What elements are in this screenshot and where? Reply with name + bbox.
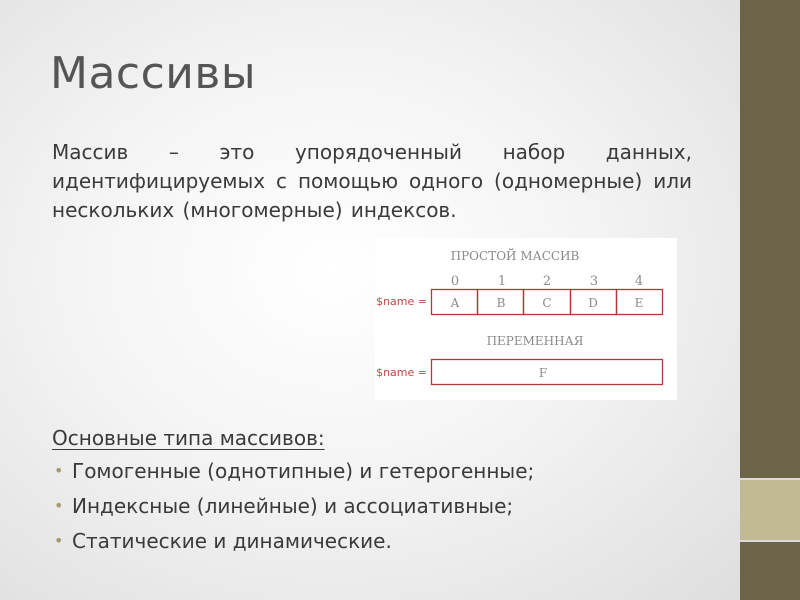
definition-text [52, 138, 692, 225]
bullet-icon: • [54, 531, 64, 550]
list-item [52, 491, 534, 526]
decorative-sidebar [740, 0, 800, 600]
index-label: 3 [589, 274, 599, 289]
array-diagram [375, 238, 677, 400]
array-variable-label: $name = [376, 295, 427, 308]
list-item-text: Статические и динамические. [72, 529, 392, 553]
array-cell-value: A [450, 296, 460, 310]
array-cell-value: D [588, 296, 598, 310]
array-cell-value: E [634, 296, 644, 310]
definition-line: (одномерные) или нескольких (многомерные) [52, 169, 692, 222]
sidebar-dark-block [740, 0, 800, 478]
index-label: 2 [542, 274, 552, 289]
bullet-icon: • [54, 461, 64, 480]
index-label: 4 [634, 274, 644, 289]
definition-line: идентифицируемых с помощью одного [52, 169, 484, 193]
array-title: ПРОСТОЙ МАССИВ [450, 249, 580, 263]
list-item-text: Индексные (линейные) и ассоциативные; [72, 494, 514, 518]
slide-title: Массивы [50, 48, 257, 99]
variable-title: ПЕРЕМЕННАЯ [486, 334, 584, 348]
list-item-text: Гомогенные (однотипные) и гетерогенные; [72, 459, 535, 483]
index-label: 0 [450, 274, 460, 289]
definition-line: Массив – это упорядоченный набор данных, [52, 140, 692, 164]
array-cell-value: B [496, 296, 506, 310]
sidebar-light-block [740, 480, 800, 540]
scalar-cell-value: F [538, 366, 548, 380]
scalar-variable-label: $name = [376, 366, 427, 379]
types-list [52, 456, 534, 561]
definition-line: индексов. [350, 198, 457, 222]
list-item [52, 526, 534, 561]
bullet-icon: • [54, 496, 64, 515]
sidebar-dark-block [740, 542, 800, 600]
index-label: 1 [497, 274, 507, 289]
array-cell-value: C [542, 296, 552, 310]
list-item [52, 456, 534, 491]
types-heading: Основные типа массивов: [52, 426, 325, 450]
array-diagram-svg [375, 238, 677, 400]
